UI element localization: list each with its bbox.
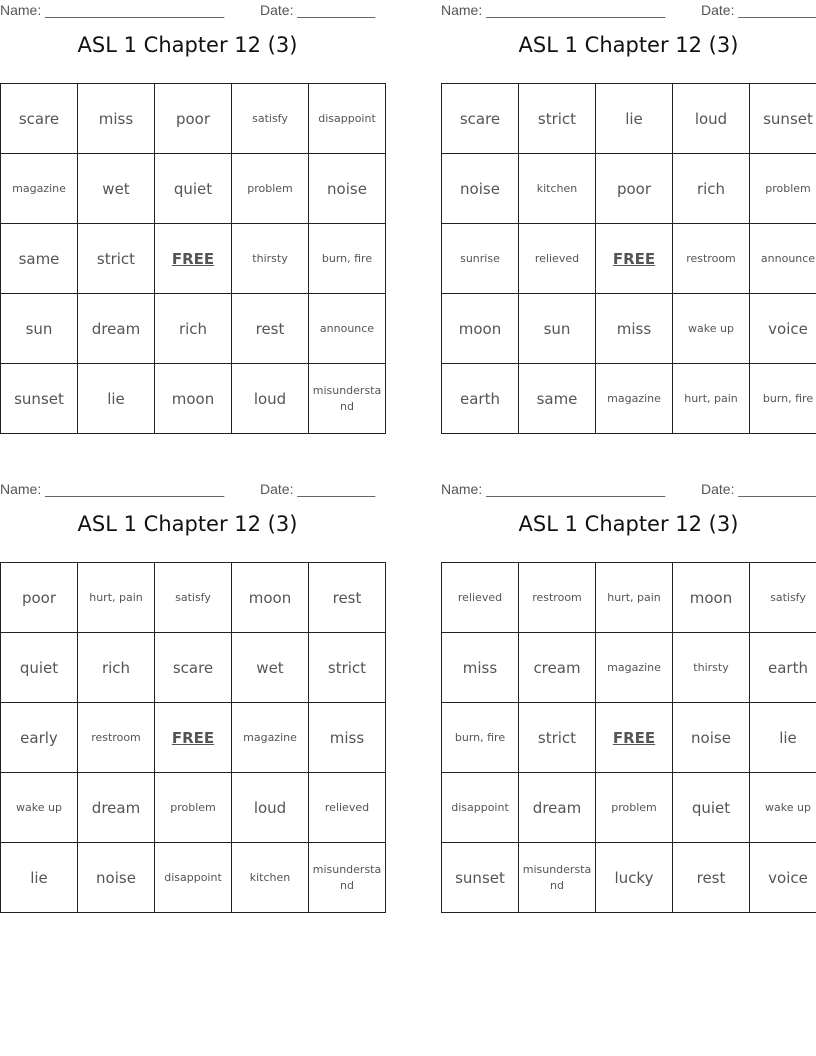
grid-row <box>442 563 816 633</box>
bingo-cell: noise <box>78 843 155 913</box>
card-title: ASL 1 Chapter 12 (3) <box>518 33 739 57</box>
bingo-grid <box>441 83 816 434</box>
bingo-cell: wake up <box>673 294 750 364</box>
bingo-cell: disappoint <box>442 773 519 843</box>
name-field: Name: _______________________ <box>0 481 225 497</box>
bingo-cell: voice <box>750 843 816 913</box>
bingo-cell: earth <box>442 364 519 434</box>
bingo-cell: lie <box>750 703 816 773</box>
bingo-cell: sunrise <box>442 224 519 294</box>
date-field: Date: __________ <box>701 481 816 497</box>
bingo-cell: moon <box>155 364 232 434</box>
grid-row <box>1 294 386 364</box>
bingo-cell: earth <box>750 633 816 703</box>
bingo-cell: magazine <box>232 703 309 773</box>
bingo-cell: restroom <box>78 703 155 773</box>
bingo-cell: quiet <box>673 773 750 843</box>
bingo-cell: thirsty <box>673 633 750 703</box>
bingo-cell: kitchen <box>519 154 596 224</box>
bingo-card-3 <box>0 479 382 913</box>
bingo-cell: hurt, pain <box>78 563 155 633</box>
bingo-cell: scare <box>1 84 78 154</box>
bingo-cell: burn, fire <box>442 703 519 773</box>
name-field: Name: _______________________ <box>0 2 225 18</box>
bingo-cell: rich <box>673 154 750 224</box>
bingo-cell: announce <box>309 294 386 364</box>
bingo-cell: cream <box>519 633 596 703</box>
grid-row <box>1 703 386 773</box>
bingo-grid <box>441 562 816 913</box>
grid-row <box>442 224 816 294</box>
bingo-cell: lie <box>78 364 155 434</box>
bingo-cell: miss <box>596 294 673 364</box>
card-title: ASL 1 Chapter 12 (3) <box>77 512 298 536</box>
bingo-cell: early <box>1 703 78 773</box>
bingo-cell: misunderstand <box>519 843 596 913</box>
bingo-cell: dream <box>78 294 155 364</box>
bingo-cell: loud <box>232 773 309 843</box>
grid-row <box>442 84 816 154</box>
bingo-cell: voice <box>750 294 816 364</box>
bingo-cell: same <box>519 364 596 434</box>
bingo-cell: miss <box>442 633 519 703</box>
bingo-cell: announce <box>750 224 816 294</box>
bingo-cell: miss <box>78 84 155 154</box>
bingo-cell: magazine <box>596 364 673 434</box>
free-space: FREE <box>155 703 232 773</box>
card-header <box>441 0 816 22</box>
bingo-cell: noise <box>673 703 750 773</box>
free-space: FREE <box>596 224 673 294</box>
bingo-cell: burn, fire <box>750 364 816 434</box>
bingo-cell: strict <box>78 224 155 294</box>
bingo-cell: strict <box>309 633 386 703</box>
bingo-cell: disappoint <box>155 843 232 913</box>
card-header <box>0 479 375 501</box>
bingo-cell: lie <box>596 84 673 154</box>
bingo-cell: misunderstand <box>309 364 386 434</box>
bingo-cell: strict <box>519 703 596 773</box>
bingo-cell: miss <box>309 703 386 773</box>
bingo-cell: restroom <box>673 224 750 294</box>
bingo-cell: sun <box>1 294 78 364</box>
bingo-cell: misunderstand <box>309 843 386 913</box>
bingo-cell: sunset <box>442 843 519 913</box>
name-field: Name: _______________________ <box>441 2 666 18</box>
bingo-cell: thirsty <box>232 224 309 294</box>
grid-row <box>1 364 386 434</box>
bingo-cell: moon <box>232 563 309 633</box>
bingo-card-2 <box>441 0 816 434</box>
bingo-cell: lie <box>1 843 78 913</box>
bingo-card-1 <box>0 0 382 434</box>
grid-row <box>442 703 816 773</box>
bingo-cell: moon <box>673 563 750 633</box>
bingo-cell: relieved <box>442 563 519 633</box>
name-field: Name: _______________________ <box>441 481 666 497</box>
bingo-cell: magazine <box>596 633 673 703</box>
grid-row <box>442 633 816 703</box>
card-header <box>441 479 816 501</box>
bingo-cell: wet <box>78 154 155 224</box>
bingo-cell: problem <box>750 154 816 224</box>
bingo-cell: sun <box>519 294 596 364</box>
bingo-cell: relieved <box>309 773 386 843</box>
bingo-cell: loud <box>673 84 750 154</box>
grid-row <box>442 364 816 434</box>
bingo-cell: noise <box>442 154 519 224</box>
bingo-cell: satisfy <box>232 84 309 154</box>
bingo-cell: burn, fire <box>309 224 386 294</box>
free-space: FREE <box>155 224 232 294</box>
bingo-cell: wake up <box>1 773 78 843</box>
bingo-cell: poor <box>155 84 232 154</box>
bingo-cell: relieved <box>519 224 596 294</box>
bingo-cell: satisfy <box>155 563 232 633</box>
grid-row <box>1 633 386 703</box>
bingo-cell: rest <box>673 843 750 913</box>
bingo-cell: restroom <box>519 563 596 633</box>
free-space: FREE <box>596 703 673 773</box>
bingo-cell: sunset <box>1 364 78 434</box>
bingo-cell: poor <box>1 563 78 633</box>
bingo-cell: lucky <box>596 843 673 913</box>
bingo-grid <box>0 562 386 913</box>
bingo-cell: moon <box>442 294 519 364</box>
bingo-grid <box>0 83 386 434</box>
card-header <box>0 0 375 22</box>
grid-row <box>1 84 386 154</box>
bingo-cell: dream <box>78 773 155 843</box>
bingo-cell: quiet <box>155 154 232 224</box>
bingo-cell: quiet <box>1 633 78 703</box>
bingo-cell: rest <box>309 563 386 633</box>
bingo-cell: wet <box>232 633 309 703</box>
bingo-cell: rich <box>155 294 232 364</box>
grid-row <box>442 154 816 224</box>
date-field: Date: __________ <box>260 2 376 18</box>
bingo-cell: scare <box>155 633 232 703</box>
bingo-cell: noise <box>309 154 386 224</box>
bingo-cell: same <box>1 224 78 294</box>
bingo-cell: rich <box>78 633 155 703</box>
bingo-cell: problem <box>155 773 232 843</box>
grid-row <box>1 154 386 224</box>
bingo-cell: strict <box>519 84 596 154</box>
grid-row <box>442 843 816 913</box>
bingo-cell: hurt, pain <box>596 563 673 633</box>
date-field: Date: __________ <box>260 481 376 497</box>
bingo-cell: magazine <box>1 154 78 224</box>
bingo-cell: disappoint <box>309 84 386 154</box>
bingo-cell: kitchen <box>232 843 309 913</box>
bingo-cell: scare <box>442 84 519 154</box>
bingo-cell: hurt, pain <box>673 364 750 434</box>
bingo-cell: satisfy <box>750 563 816 633</box>
bingo-cell: wake up <box>750 773 816 843</box>
bingo-cell: dream <box>519 773 596 843</box>
bingo-cell: problem <box>596 773 673 843</box>
date-field: Date: __________ <box>701 2 816 18</box>
bingo-cell: problem <box>232 154 309 224</box>
bingo-card-4 <box>441 479 816 913</box>
card-title: ASL 1 Chapter 12 (3) <box>77 33 298 57</box>
grid-row <box>1 843 386 913</box>
bingo-cell: poor <box>596 154 673 224</box>
grid-row <box>442 294 816 364</box>
bingo-cell: loud <box>232 364 309 434</box>
card-title: ASL 1 Chapter 12 (3) <box>518 512 739 536</box>
grid-row <box>1 563 386 633</box>
grid-row <box>1 773 386 843</box>
grid-row <box>1 224 386 294</box>
bingo-cell: rest <box>232 294 309 364</box>
bingo-cell: sunset <box>750 84 816 154</box>
grid-row <box>442 773 816 843</box>
